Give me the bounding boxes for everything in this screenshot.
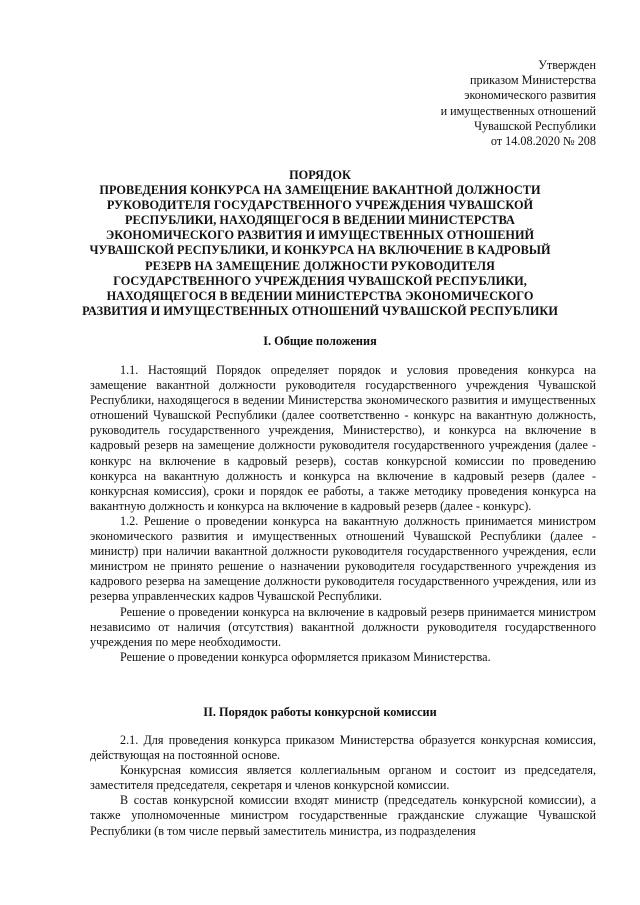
title-line: ГОСУДАРСТВЕННОГО УЧРЕЖДЕНИЯ ЧУВАШСКОЙ РЕСПУБЛИКИ,: [113, 273, 527, 288]
approval-line: приказом Министерства: [469, 73, 596, 88]
paragraph: Решение о проведении конкурса на включение в кадровый резерв принимается министром независимо от наличия (отсутствия) вакантной должности руководителя государственного учреждения по мере необходимости.: [90, 604, 596, 649]
paragraph: Конкурсная комиссия является коллегиальным органом и состоит из председателя, заместителя председателя, секретаря и членов конкурсной комиссии.: [90, 763, 596, 793]
paragraph: Решение о проведении конкурса оформляется приказом Министерства.: [120, 649, 491, 664]
paragraph: В состав конкурсной комиссии входят министр (председатель конкурсной комиссии), а также уполномоченные министром государственные гражданские служащие Чувашской Республики (в том числе первый заместитель министра, из подразделения: [90, 793, 596, 838]
title-line: РАЗВИТИЯ И ИМУЩЕСТВЕННЫХ ОТНОШЕНИЙ ЧУВАШСКОЙ РЕСПУБЛИКИ: [82, 303, 558, 318]
title-line: НАХОДЯЩЕГОСЯ В ВЕДЕНИИ МИНИСТЕРСТВА ЭКОНОМИЧЕСКОГО: [106, 288, 534, 303]
title-line: РЕСПУБЛИКИ, НАХОДЯЩЕГОСЯ В ВЕДЕНИИ МИНИСТЕРСТВА: [125, 213, 515, 228]
paragraph: 2.1. Для проведения конкурса приказом Министерства образуется конкурсная комиссия, действующая на постоянной основе.: [90, 733, 596, 763]
approval-line: и имущественных отношений: [440, 103, 596, 118]
title-line: ПРОВЕДЕНИЯ КОНКУРСА НА ЗАМЕЩЕНИЕ ВАКАНТНОЙ ДОЛЖНОСТИ: [99, 183, 541, 198]
approval-line: Утвержден: [538, 58, 596, 72]
section-1-heading: I. Общие положения: [263, 334, 377, 348]
approval-stamp: [441, 58, 596, 149]
title-line: РУКОВОДИТЕЛЯ ГОСУДАРСТВЕННОГО УЧРЕЖДЕНИЯ ЧУВАШСКОЙ: [106, 198, 534, 213]
title-line: РЕЗЕРВ НА ЗАМЕЩЕНИЕ ДОЛЖНОСТИ РУКОВОДИТЕЛЯ: [145, 258, 495, 273]
section-2-body: [90, 733, 596, 839]
section-1-body: [90, 363, 596, 665]
section-2-heading: II. Порядок работы конкурсной комиссии: [203, 705, 437, 719]
title-line: ПОРЯДОК: [289, 168, 351, 182]
approval-line: от 14.08.2020 № 208: [490, 134, 596, 149]
document-title: [80, 168, 560, 319]
approval-line: Чувашской Республики: [474, 118, 596, 133]
approval-line: экономического развития: [464, 88, 596, 103]
paragraph: 1.1. Настоящий Порядок определяет порядок и условия проведения конкурса на замещение вакантной должности руководителя государственного учреждения Чувашской Республики, находящегося в ведении Министерства экономического развития и имущественных отношений Чувашской Республики (далее соответственно - конкурс на вакантную должность, руководитель государственного учреждения, Министерство), и конкурса на включение в кадровый резерв на замещение должности руководителя государственного учреждения (далее - конкурс на включение в кадровый резерв), состав конкурсной комиссии по проведению конкурса на вакантную должность и конкурса на включение в кадровый резерв (далее - конкурсная комиссия), сроки и порядок ее работы, а также методику проведения конкурса на вакантную должность и конкурса на включение в кадровый резерв (далее - конкурс).: [90, 363, 596, 513]
paragraph: 1.2. Решение о проведении конкурса на вакантную должность принимается министром экономического развития и имущественных отношений Чувашской Республики (далее - министр) при наличии вакантной должности руководителя государственного учреждения, если министром не принято решение о назначении руководителя государственного учреждения из кадрового резерва на замещение должности руководителя государственного учреждения, или из резерва управленческих кадров Чувашской Республики.: [90, 513, 596, 604]
title-line: ЭКОНОМИЧЕСКОГО РАЗВИТИЯ И ИМУЩЕСТВЕННЫХ ОТНОШЕНИЙ: [105, 228, 535, 243]
title-line: ЧУВАШСКОЙ РЕСПУБЛИКИ, И КОНКУРСА НА ВКЛЮЧЕНИЕ В КАДРОВЫЙ: [89, 243, 551, 258]
